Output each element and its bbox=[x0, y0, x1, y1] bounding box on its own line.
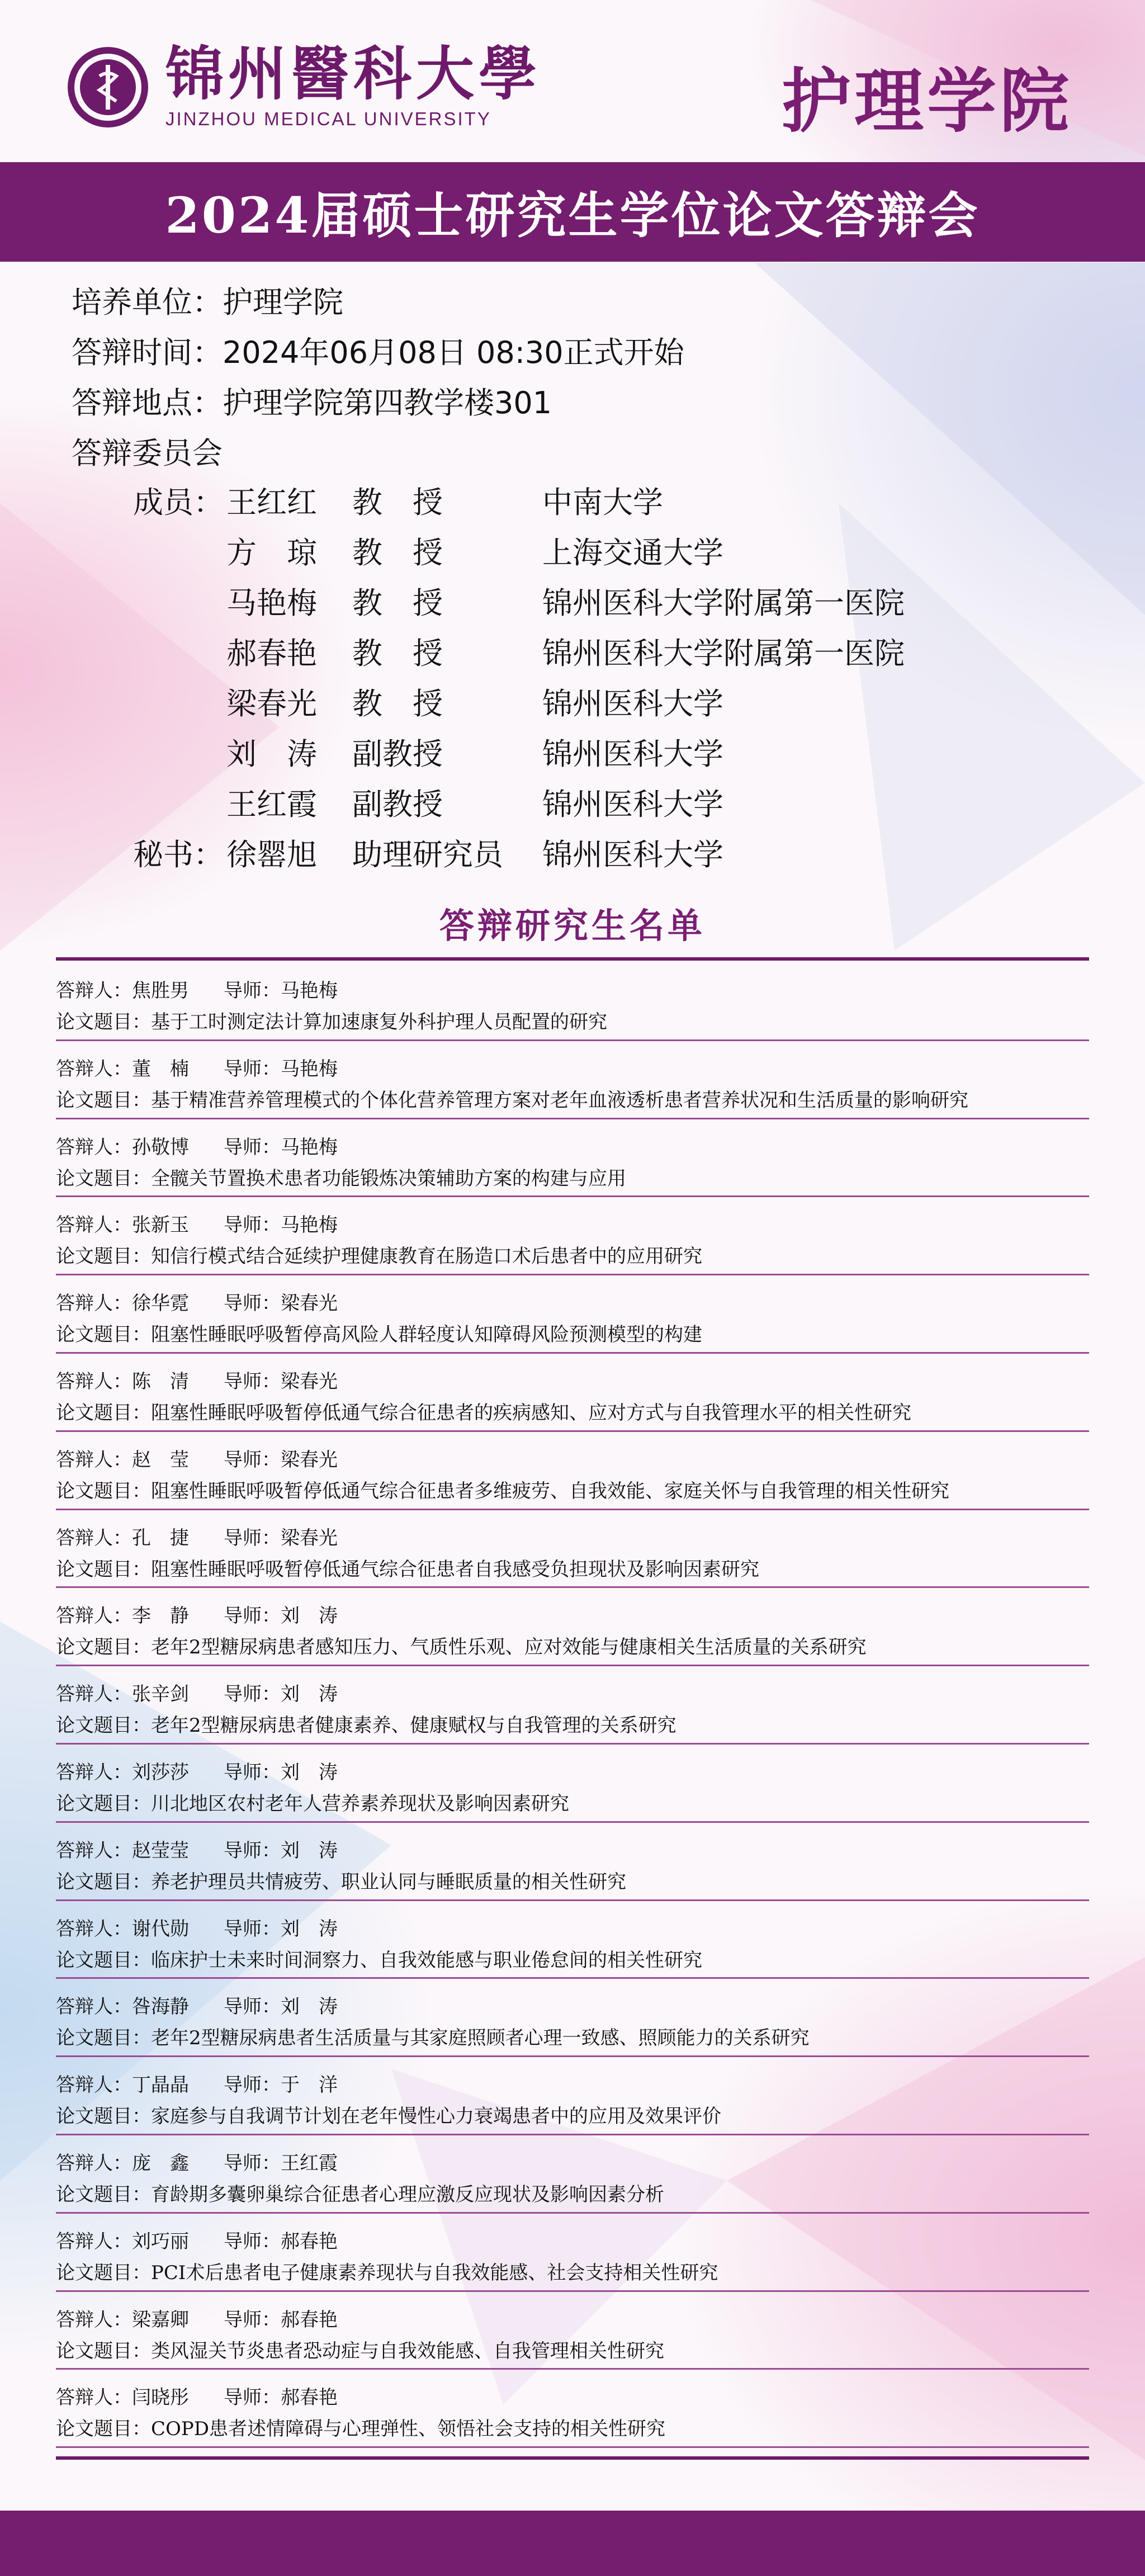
student-field bbox=[56, 1444, 224, 1472]
student-line bbox=[56, 1288, 338, 1315]
advisor-label: 导师： bbox=[224, 2308, 281, 2331]
student-label: 答辩人： bbox=[56, 1214, 132, 1237]
student-name: 谢代勋 bbox=[132, 1917, 189, 1940]
university-logo bbox=[66, 39, 542, 130]
thesis-label: 论文题目： bbox=[56, 1480, 151, 1502]
advisor-name: 梁春光 bbox=[281, 1292, 338, 1315]
university-emblem-icon bbox=[66, 45, 150, 129]
student-name: 李 静 bbox=[132, 1605, 189, 1628]
advisor-name: 郝春艳 bbox=[281, 2230, 338, 2253]
thesis-label: 论文题目： bbox=[56, 1245, 151, 1268]
student-line bbox=[56, 1366, 338, 1393]
advisor-name: 马艳梅 bbox=[281, 1214, 338, 1237]
student-line bbox=[56, 1757, 338, 1784]
thesis-title: 育龄期多囊卵巢综合征患者心理应激反应现状及影响因素分析 bbox=[151, 2183, 664, 2206]
student-line bbox=[56, 1600, 338, 1628]
student-roster bbox=[56, 963, 1089, 2448]
advisor-label: 导师： bbox=[224, 1526, 281, 1549]
thesis-title: COPD患者述情障碍与心理弹性、领悟社会支持的相关性研究 bbox=[151, 2418, 666, 2441]
student-line bbox=[56, 1679, 338, 1706]
committee-heading: 答辩委员会 bbox=[72, 436, 223, 471]
student-line bbox=[56, 1444, 338, 1472]
student-line bbox=[56, 975, 338, 1003]
thesis-title: 家庭参与自我调节计划在老年慢性心力衰竭患者中的应用及效果评价 bbox=[151, 2105, 721, 2128]
thesis-title: 阻塞性睡眠呼吸暂停高风险人群轻度认知障碍风险预测模型的构建 bbox=[151, 1324, 702, 1346]
roster-entry bbox=[56, 1354, 1089, 1432]
student-name: 闫晓彤 bbox=[132, 2386, 189, 2409]
advisor-label: 导师： bbox=[224, 2230, 281, 2253]
student-name: 梁嘉卿 bbox=[132, 2308, 189, 2331]
thesis-label: 论文题目： bbox=[56, 1401, 151, 1424]
thesis-title: 基于工时测定法计算加速康复外科护理人员配置的研究 bbox=[151, 1011, 607, 1033]
thesis-title: PCI术后患者电子健康素养现状与自我效能感、社会支持相关性研究 bbox=[151, 2261, 718, 2284]
roster-entry bbox=[56, 1041, 1089, 1119]
student-label: 答辩人： bbox=[56, 1448, 132, 1471]
college-name: 护理学院 bbox=[781, 62, 1072, 142]
advisor-name: 刘 涛 bbox=[281, 1996, 338, 2019]
student-field bbox=[56, 2382, 224, 2409]
thesis-title: 基于精准营养管理模式的个体化营养管理方案对老年血液透析患者营养状况和生活质量的影响研究 bbox=[151, 1089, 968, 1112]
advisor-name: 马艳梅 bbox=[281, 980, 338, 1002]
thesis-line bbox=[56, 1866, 626, 1894]
roster-entry bbox=[56, 1197, 1089, 1275]
thesis-label: 论文题目： bbox=[56, 1558, 151, 1581]
thesis-label: 论文题目： bbox=[56, 2261, 151, 2284]
student-line bbox=[56, 1835, 338, 1863]
thesis-title: 老年2型糖尿病患者健康素养、健康赋权与自我管理的关系研究 bbox=[151, 1714, 676, 1737]
advisor-name: 刘 涛 bbox=[281, 1761, 338, 1784]
thesis-label: 论文题目： bbox=[56, 1714, 151, 1737]
student-label: 答辩人： bbox=[56, 2386, 132, 2409]
advisor-name: 梁春光 bbox=[281, 1370, 338, 1393]
advisor-name: 马艳梅 bbox=[281, 1136, 338, 1159]
student-name: 董 楠 bbox=[132, 1057, 189, 1080]
thesis-line bbox=[56, 1163, 626, 1190]
student-name: 孙敬博 bbox=[132, 1136, 189, 1159]
student-label: 答辩人： bbox=[56, 1605, 132, 1628]
advisor-label: 导师： bbox=[224, 2386, 281, 2409]
roster-entry bbox=[56, 1275, 1089, 1354]
thesis-line bbox=[56, 1476, 949, 1503]
student-name: 丁晶晶 bbox=[132, 2074, 189, 2097]
thesis-line bbox=[56, 2022, 810, 2050]
student-line bbox=[56, 1132, 338, 1159]
thesis-title: 老年2型糖尿病患者感知压力、气质性乐观、应对效能与健康相关生活质量的关系研究 bbox=[151, 1636, 867, 1659]
student-label: 答辩人： bbox=[56, 1526, 132, 1549]
thesis-line bbox=[56, 1241, 702, 1268]
student-name: 赵莹莹 bbox=[132, 1839, 189, 1862]
thesis-label: 论文题目： bbox=[56, 1949, 151, 1972]
student-field bbox=[56, 2069, 224, 2097]
thesis-line bbox=[56, 2257, 718, 2285]
thesis-line bbox=[56, 1945, 702, 1972]
student-field bbox=[56, 1132, 224, 1159]
thesis-title: 川北地区农村老年人营养素养现状及影响因素研究 bbox=[151, 1792, 569, 1815]
thesis-line bbox=[56, 1554, 759, 1581]
student-label: 答辩人： bbox=[56, 1292, 132, 1315]
thesis-label: 论文题目： bbox=[56, 1167, 151, 1190]
info-place: 答辩地点：护理学院第四教学楼301 bbox=[72, 385, 552, 420]
advisor-label: 导师： bbox=[224, 1761, 281, 1784]
thesis-line bbox=[56, 2413, 665, 2441]
advisor-label: 导师： bbox=[224, 1839, 281, 1862]
thesis-title: 养老护理员共情疲劳、职业认同与睡眠质量的相关性研究 bbox=[151, 1870, 626, 1893]
student-label: 答辩人： bbox=[56, 1683, 132, 1706]
student-field bbox=[56, 2148, 224, 2175]
thesis-line bbox=[56, 1710, 676, 1737]
student-field bbox=[56, 1523, 224, 1550]
student-field bbox=[56, 1209, 224, 1237]
advisor-label: 导师： bbox=[224, 1292, 281, 1315]
advisor-label: 导师： bbox=[224, 1370, 281, 1393]
divider bbox=[56, 957, 1089, 961]
roster-entry bbox=[56, 1588, 1089, 1666]
thesis-line bbox=[56, 1085, 968, 1112]
student-label: 答辩人： bbox=[56, 1761, 132, 1784]
advisor-label: 导师： bbox=[224, 980, 281, 1002]
advisor-label: 导师： bbox=[224, 1136, 281, 1159]
student-field bbox=[56, 1600, 224, 1628]
advisor-name: 刘 涛 bbox=[281, 1605, 338, 1628]
student-line bbox=[56, 1991, 338, 2019]
thesis-label: 论文题目： bbox=[56, 2183, 151, 2206]
student-field bbox=[56, 1288, 224, 1315]
student-name: 咎海静 bbox=[132, 1996, 189, 2019]
roster-entry bbox=[56, 2370, 1089, 2448]
thesis-title: 阻塞性睡眠呼吸暂停低通气综合征患者的疾病感知、应对方式与自我管理水平的相关性研究 bbox=[151, 1401, 911, 1424]
student-name: 刘莎莎 bbox=[132, 1761, 189, 1784]
thesis-label: 论文题目： bbox=[56, 1089, 151, 1112]
advisor-name: 梁春光 bbox=[281, 1448, 338, 1471]
student-line bbox=[56, 1523, 338, 1550]
student-name: 张新玉 bbox=[132, 1214, 189, 1237]
student-label: 答辩人： bbox=[56, 1917, 132, 1940]
advisor-name: 郝春艳 bbox=[281, 2386, 338, 2409]
student-line bbox=[56, 1913, 338, 1941]
student-line bbox=[56, 2304, 338, 2332]
student-field bbox=[56, 1835, 224, 1863]
student-name: 刘巧丽 bbox=[132, 2230, 189, 2253]
advisor-name: 马艳梅 bbox=[281, 1057, 338, 1080]
student-field bbox=[56, 1757, 224, 1784]
advisor-label: 导师： bbox=[224, 1917, 281, 1940]
thesis-label: 论文题目： bbox=[56, 2418, 151, 2441]
advisor-label: 导师： bbox=[224, 1683, 281, 1706]
student-field bbox=[56, 1053, 224, 1081]
thesis-title: 老年2型糖尿病患者生活质量与其家庭照顾者心理一致感、照顾能力的关系研究 bbox=[151, 2027, 810, 2050]
thesis-line bbox=[56, 1632, 867, 1659]
thesis-label: 论文题目： bbox=[56, 1324, 151, 1346]
student-label: 答辩人： bbox=[56, 1370, 132, 1393]
roster-entry bbox=[56, 1745, 1089, 1823]
student-line bbox=[56, 2069, 338, 2097]
thesis-label: 论文题目： bbox=[56, 1870, 151, 1893]
student-field bbox=[56, 975, 224, 1003]
student-label: 答辩人： bbox=[56, 1057, 132, 1080]
student-name: 赵 莹 bbox=[132, 1448, 189, 1471]
student-field bbox=[56, 2226, 224, 2253]
student-label: 答辩人： bbox=[56, 1996, 132, 2019]
student-label: 答辩人： bbox=[56, 1136, 132, 1159]
roster-entry bbox=[56, 2057, 1089, 2135]
university-name-en: JINZHOU MEDICAL UNIVERSITY bbox=[165, 108, 491, 129]
roster-entry bbox=[56, 1979, 1089, 2057]
roster-entry bbox=[56, 1510, 1089, 1589]
thesis-line bbox=[56, 1788, 569, 1816]
thesis-title: 知信行模式结合延续护理健康教育在肠造口术后患者中的应用研究 bbox=[151, 1245, 702, 1268]
student-label: 答辩人： bbox=[56, 1839, 132, 1862]
student-field bbox=[56, 1913, 224, 1941]
advisor-name: 于 洋 bbox=[281, 2074, 338, 2097]
thesis-line bbox=[56, 2336, 664, 2363]
thesis-line bbox=[56, 2179, 664, 2206]
thesis-line bbox=[56, 1397, 911, 1425]
advisor-name: 梁春光 bbox=[281, 1526, 338, 1549]
advisor-label: 导师： bbox=[224, 1605, 281, 1628]
student-label: 答辩人： bbox=[56, 2230, 132, 2253]
student-field bbox=[56, 1991, 224, 2019]
student-line bbox=[56, 1209, 338, 1237]
advisor-name: 刘 涛 bbox=[281, 1683, 338, 1706]
student-label: 答辩人： bbox=[56, 2308, 132, 2331]
advisor-name: 刘 涛 bbox=[281, 1917, 338, 1940]
roster-entry bbox=[56, 2292, 1089, 2370]
thesis-label: 论文题目： bbox=[56, 1792, 151, 1815]
thesis-label: 论文题目： bbox=[56, 1011, 151, 1033]
thesis-line bbox=[56, 1319, 702, 1346]
advisor-name: 郝春艳 bbox=[281, 2308, 338, 2331]
thesis-label: 论文题目： bbox=[56, 2027, 151, 2050]
student-field bbox=[56, 1679, 224, 1706]
student-name: 陈 清 bbox=[132, 1370, 189, 1393]
roster-entry bbox=[56, 2214, 1089, 2292]
student-field bbox=[56, 2304, 224, 2332]
advisor-label: 导师： bbox=[224, 1057, 281, 1080]
divider bbox=[56, 2456, 1089, 2460]
student-name: 庞 鑫 bbox=[132, 2152, 189, 2175]
roster-entry bbox=[56, 1823, 1089, 1901]
student-field bbox=[56, 1366, 224, 1393]
info-time: 答辩时间：2024年06月08日 08:30正式开始 bbox=[72, 335, 684, 370]
title-banner bbox=[0, 162, 1145, 262]
thesis-title: 阻塞性睡眠呼吸暂停低通气综合征患者多维疲劳、自我效能、家庭关怀与自我管理的相关性研究 bbox=[151, 1480, 949, 1502]
thesis-label: 论文题目： bbox=[56, 2105, 151, 2128]
student-name: 徐华霓 bbox=[132, 1292, 189, 1315]
advisor-label: 导师： bbox=[224, 1448, 281, 1471]
student-label: 答辩人： bbox=[56, 2074, 132, 2097]
thesis-title: 全髋关节置换术患者功能锻炼决策辅助方案的构建与应用 bbox=[151, 1167, 626, 1190]
roster-entry bbox=[56, 1119, 1089, 1198]
footer-band bbox=[0, 2511, 1145, 2576]
advisor-name: 王红霞 bbox=[281, 2152, 338, 2175]
advisor-name: 刘 涛 bbox=[281, 1839, 338, 1862]
thesis-line bbox=[56, 2101, 721, 2128]
university-name-cn: 锦州醫科大學 bbox=[165, 39, 542, 108]
thesis-title: 阻塞性睡眠呼吸暂停低通气综合征患者自我感受负担现状及影响因素研究 bbox=[151, 1558, 759, 1581]
thesis-line bbox=[56, 1006, 607, 1034]
advisor-label: 导师： bbox=[224, 1214, 281, 1237]
student-line bbox=[56, 2382, 338, 2409]
student-name: 焦胜男 bbox=[132, 980, 189, 1002]
student-line bbox=[56, 1053, 338, 1081]
roster-entry bbox=[56, 1666, 1089, 1745]
roster-entry bbox=[56, 1432, 1089, 1510]
thesis-label: 论文题目： bbox=[56, 2339, 151, 2362]
roster-entry bbox=[56, 963, 1089, 1041]
roster-entry bbox=[56, 2135, 1089, 2214]
student-label: 答辩人： bbox=[56, 980, 132, 1002]
advisor-label: 导师： bbox=[224, 2074, 281, 2097]
student-line bbox=[56, 2226, 338, 2253]
advisor-label: 导师： bbox=[224, 1996, 281, 2019]
advisor-label: 导师： bbox=[224, 2152, 281, 2175]
thesis-title: 类风湿关节炎患者恐动症与自我效能感、自我管理相关性研究 bbox=[151, 2339, 664, 2362]
thesis-title: 临床护士未来时间洞察力、自我效能感与职业倦怠间的相关性研究 bbox=[151, 1949, 702, 1972]
student-label: 答辩人： bbox=[56, 2152, 132, 2175]
roster-title: 答辩研究生名单 bbox=[439, 905, 706, 946]
student-name: 孔 捷 bbox=[132, 1526, 189, 1549]
page-title: 2024届硕士研究生学位论文答辩会 bbox=[165, 186, 980, 244]
defense-info bbox=[72, 277, 684, 479]
student-name: 张辛剑 bbox=[132, 1683, 189, 1706]
roster-entry bbox=[56, 1901, 1089, 1979]
student-line bbox=[56, 2148, 338, 2175]
thesis-label: 论文题目： bbox=[56, 1636, 151, 1659]
info-unit: 培养单位：护理学院 bbox=[72, 285, 343, 320]
